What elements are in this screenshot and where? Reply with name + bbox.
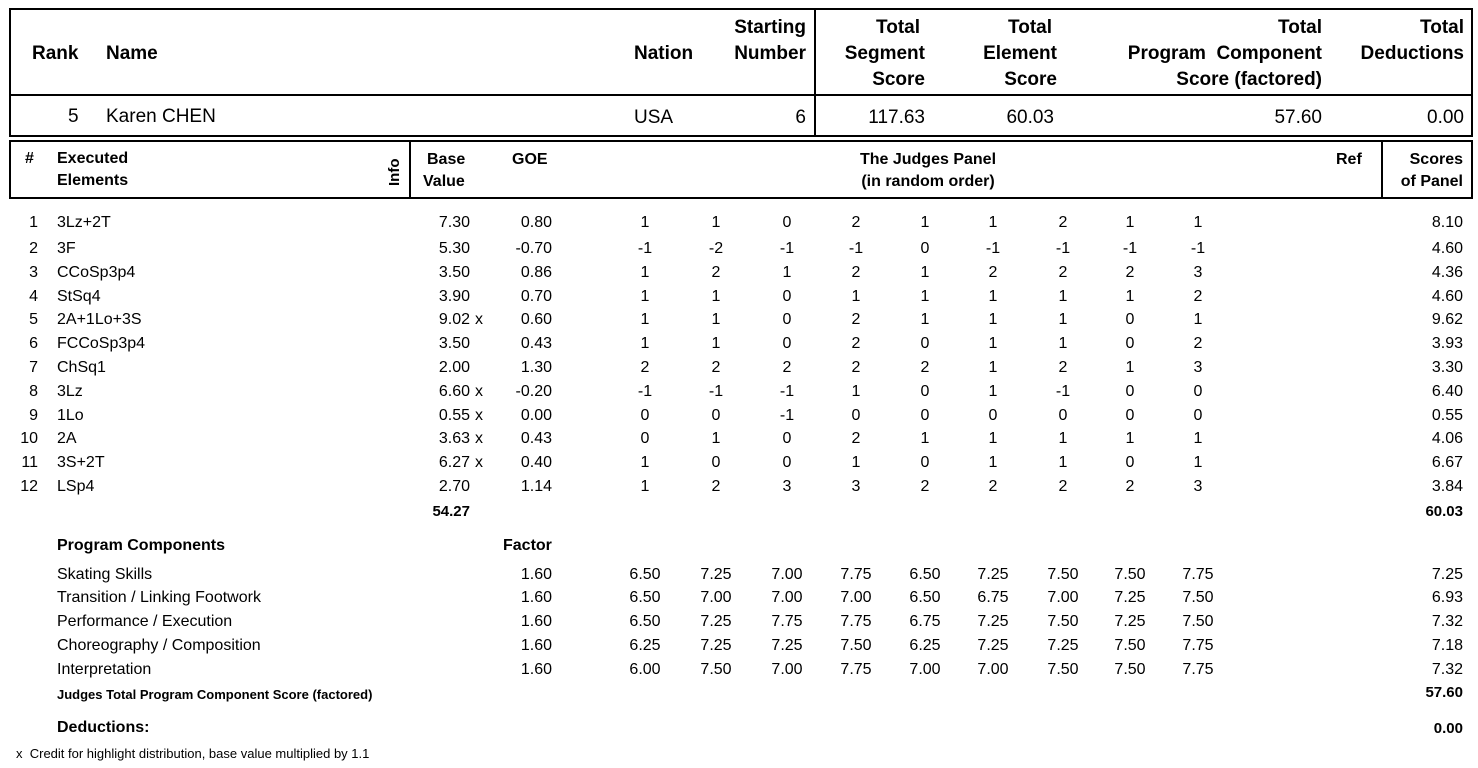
element-judge-score: 1 [1193, 214, 1203, 231]
element-judge-score: 3 [851, 478, 861, 495]
element-judge-score: 2 [1193, 335, 1203, 352]
component-factor: 1.60 [520, 613, 552, 630]
element-judge-score: -1 [779, 240, 795, 257]
component-judge-score: 7.00 [700, 589, 732, 606]
element-highlight-mark: x [475, 430, 483, 447]
header-divider [9, 94, 1473, 96]
element-base-value: 3.50 [438, 264, 470, 281]
element-judge-score: 0 [782, 214, 792, 231]
element-judge-score: 2 [1058, 478, 1068, 495]
element-goe: 1.30 [520, 359, 552, 376]
element-judge-score: 1 [988, 288, 998, 305]
element-judge-score: 0 [1125, 383, 1135, 400]
element-panel-score: 4.36 [1431, 264, 1463, 281]
tes-label-3: Score [1004, 69, 1057, 90]
element-judge-score: 2 [988, 264, 998, 281]
element-judge-score: 1 [640, 454, 650, 471]
element-base-value: 3.50 [438, 335, 470, 352]
element-panel-score: 3.93 [1431, 335, 1463, 352]
element-judge-score: 2 [711, 478, 721, 495]
footnote: x Credit for highlight distribution, base value multiplied by 1.1 [16, 746, 370, 761]
element-code: 3Lz+2T [57, 214, 111, 231]
component-judge-score: 7.00 [771, 589, 803, 606]
base-total: 54.27 [432, 503, 470, 520]
element-judge-score: 1 [1125, 359, 1135, 376]
component-name: Transition / Linking Footwork [57, 589, 261, 606]
element-judge-score: 1 [920, 311, 930, 328]
element-number: 4 [29, 288, 38, 305]
element-judge-score: 2 [1058, 359, 1068, 376]
element-code: StSq4 [57, 288, 101, 305]
component-judge-score: 6.25 [629, 637, 661, 654]
component-judge-score: 7.25 [1114, 613, 1146, 630]
element-judge-score: 0 [920, 454, 930, 471]
element-judge-score: 0 [851, 407, 861, 424]
components-title: Program Components [57, 537, 226, 554]
element-judge-score: 1 [640, 288, 650, 305]
deductions-value: 0.00 [1433, 720, 1463, 737]
element-base-value: 5.30 [438, 240, 470, 257]
element-highlight-mark: x [475, 311, 483, 328]
component-name: Performance / Execution [57, 613, 233, 630]
element-judge-score: 1 [711, 311, 721, 328]
element-judge-score: 0 [782, 335, 792, 352]
element-judge-score: -1 [1122, 240, 1138, 257]
component-judge-score: 7.50 [1047, 661, 1079, 678]
element-code: ChSq1 [57, 359, 106, 376]
base-label-1: Base [427, 151, 466, 168]
element-judge-score: 1 [711, 335, 721, 352]
tss-label-1: Total [876, 17, 920, 38]
element-panel-score: 3.30 [1431, 359, 1463, 376]
component-judge-score: 7.50 [1114, 661, 1146, 678]
element-goe: 0.43 [520, 430, 552, 447]
element-number: 3 [29, 264, 38, 281]
component-judge-score: 7.50 [1114, 637, 1146, 654]
component-judge-score: 7.50 [1114, 566, 1146, 583]
component-judge-score: 7.50 [1047, 566, 1079, 583]
element-judge-score: 0 [1125, 407, 1135, 424]
component-judge-score: 6.00 [629, 661, 661, 678]
elements-total: 60.03 [1425, 503, 1463, 520]
element-base-value: 2.00 [438, 359, 470, 376]
element-code: 3F [57, 240, 76, 257]
element-highlight-mark: x [475, 407, 483, 424]
element-judge-score: 2 [782, 359, 792, 376]
element-code: 3S+2T [57, 454, 105, 471]
component-judge-score: 7.25 [977, 566, 1009, 583]
element-base-value: 9.02 [438, 311, 470, 328]
element-judge-score: 0 [711, 407, 721, 424]
element-code: 1Lo [57, 407, 84, 424]
component-judge-score: 7.50 [1047, 613, 1079, 630]
component-judge-score: 6.50 [629, 613, 661, 630]
element-judge-score: 1 [920, 430, 930, 447]
tes-label-1: Total [1008, 17, 1052, 38]
component-judge-score: 7.25 [977, 637, 1009, 654]
element-judge-score: 0 [1125, 454, 1135, 471]
element-judge-score: 1 [1125, 430, 1135, 447]
element-panel-score: 8.10 [1431, 214, 1463, 231]
element-judge-score: 3 [782, 478, 792, 495]
element-judge-score: 2 [711, 264, 721, 281]
element-judge-score: 0 [920, 335, 930, 352]
element-judge-score: -1 [848, 240, 864, 257]
element-number: 5 [29, 311, 38, 328]
element-panel-score: 4.60 [1431, 288, 1463, 305]
factor-label: Factor [503, 537, 552, 554]
component-judge-score: 7.75 [840, 661, 872, 678]
element-highlight-mark: x [475, 454, 483, 471]
element-judge-score: 3 [1193, 359, 1203, 376]
component-judge-score: 7.50 [1182, 613, 1214, 630]
element-code: CCoSp3p4 [57, 264, 136, 281]
element-judge-score: 1 [640, 311, 650, 328]
element-judge-score: 2 [851, 359, 861, 376]
component-judge-score: 7.25 [1114, 589, 1146, 606]
element-panel-score: 4.06 [1431, 430, 1463, 447]
element-judge-score: 0 [988, 407, 998, 424]
num-label: # [25, 150, 34, 167]
element-judge-score: -1 [637, 240, 653, 257]
element-number: 10 [20, 430, 38, 447]
component-panel-score: 7.25 [1431, 566, 1463, 583]
nation-label: Nation [634, 43, 694, 64]
element-goe: 0.80 [520, 214, 552, 231]
component-judge-score: 7.75 [1182, 661, 1214, 678]
executed-label-2: Elements [57, 172, 129, 189]
element-judge-score: 1 [988, 430, 998, 447]
elements-header-divider-left [409, 140, 411, 199]
tes-label-2: Element [983, 43, 1057, 64]
deductions-label: Deductions: [57, 719, 150, 736]
component-factor: 1.60 [520, 637, 552, 654]
element-judge-score: 1 [640, 264, 650, 281]
element-number: 1 [29, 214, 38, 231]
element-judge-score: 1 [920, 214, 930, 231]
executed-label-1: Executed [57, 150, 129, 167]
element-judge-score: 1 [1058, 288, 1068, 305]
component-judge-score: 6.25 [909, 637, 941, 654]
element-judge-score: 2 [1125, 478, 1135, 495]
element-judge-score: 2 [851, 264, 861, 281]
element-judge-score: 2 [711, 359, 721, 376]
element-base-value: 6.60 [438, 383, 470, 400]
component-judge-score: 7.75 [771, 613, 803, 630]
element-judge-score: 1 [1125, 288, 1135, 305]
component-judge-score: 6.50 [629, 589, 661, 606]
element-judge-score: -1 [985, 240, 1001, 257]
skater-deductions: 0.00 [1427, 107, 1464, 128]
element-code: LSp4 [57, 478, 95, 495]
element-judge-score: 2 [640, 359, 650, 376]
element-base-value: 3.63 [438, 430, 470, 447]
element-judge-score: 1 [640, 335, 650, 352]
component-judge-score: 7.00 [909, 661, 941, 678]
skater-nation: USA [634, 107, 674, 128]
element-base-value: 6.27 [438, 454, 470, 471]
component-judge-score: 7.50 [1182, 589, 1214, 606]
skater-pcs: 57.60 [1274, 107, 1322, 128]
component-judge-score: 7.50 [840, 637, 872, 654]
ref-label: Ref [1336, 151, 1362, 168]
element-goe: 0.70 [520, 288, 552, 305]
element-judge-score: 1 [988, 359, 998, 376]
element-goe: 0.00 [520, 407, 552, 424]
starting-number-label-1: Starting [734, 17, 806, 38]
component-panel-score: 7.32 [1431, 661, 1463, 678]
scores-label-1: Scores [1409, 151, 1463, 168]
element-judge-score: 2 [851, 214, 861, 231]
element-base-value: 7.30 [438, 214, 470, 231]
component-name: Interpretation [57, 661, 152, 678]
element-goe: -0.20 [515, 383, 552, 400]
panel-label-2: (in random order) [861, 173, 995, 190]
pcs-label-3: Score (factored) [1176, 69, 1322, 90]
element-judge-score: 2 [920, 478, 930, 495]
ded-label-1: Total [1420, 17, 1464, 38]
component-name: Choreography / Composition [57, 637, 261, 654]
element-code: FCCoSp3p4 [57, 335, 146, 352]
element-number: 2 [29, 240, 38, 257]
element-judge-score: 2 [851, 311, 861, 328]
element-panel-score: 6.40 [1431, 383, 1463, 400]
element-base-value: 3.90 [438, 288, 470, 305]
element-judge-score: 1 [1058, 311, 1068, 328]
element-judge-score: 1 [1058, 335, 1068, 352]
element-judge-score: 1 [851, 454, 861, 471]
ded-label-2: Deductions [1360, 43, 1464, 64]
element-judge-score: 1 [851, 383, 861, 400]
element-judge-score: -1 [779, 383, 795, 400]
element-judge-score: 1 [851, 288, 861, 305]
component-name: Skating Skills [57, 566, 153, 583]
element-panel-score: 6.67 [1431, 454, 1463, 471]
pcs-total-value: 57.60 [1425, 684, 1463, 701]
element-panel-score: 4.60 [1431, 240, 1463, 257]
component-judge-score: 7.00 [977, 661, 1009, 678]
skater-name: Karen CHEN [106, 106, 216, 127]
skater-tss: 117.63 [868, 107, 925, 128]
element-judge-score: 0 [1058, 407, 1068, 424]
element-judge-score: 0 [640, 407, 650, 424]
component-judge-score: 7.25 [700, 566, 732, 583]
skater-rank: 5 [68, 106, 79, 127]
skater-tes: 60.03 [1006, 107, 1054, 128]
skater-starting-number: 6 [795, 107, 806, 128]
info-label: Info [386, 158, 403, 186]
element-goe: 0.60 [520, 311, 552, 328]
element-panel-score: 0.55 [1431, 407, 1463, 424]
component-judge-score: 7.00 [771, 661, 803, 678]
element-judge-score: 0 [920, 407, 930, 424]
component-judge-score: 7.25 [1047, 637, 1079, 654]
element-judge-score: 1 [1193, 454, 1203, 471]
component-factor: 1.60 [520, 661, 552, 678]
element-highlight-mark: x [475, 383, 483, 400]
element-judge-score: 2 [1193, 288, 1203, 305]
element-judge-score: 0 [1125, 335, 1135, 352]
panel-label-1: The Judges Panel [859, 151, 997, 168]
element-judge-score: 2 [988, 478, 998, 495]
component-judge-score: 7.75 [840, 566, 872, 583]
element-base-value: 0.55 [438, 407, 470, 424]
starting-number-label-2: Number [734, 43, 806, 64]
element-judge-score: 1 [988, 335, 998, 352]
component-judge-score: 6.50 [629, 566, 661, 583]
element-panel-score: 9.62 [1431, 311, 1463, 328]
element-judge-score: 1 [711, 288, 721, 305]
element-judge-score: 1 [920, 264, 930, 281]
element-judge-score: 0 [920, 383, 930, 400]
element-judge-score: -1 [779, 407, 795, 424]
goe-label: GOE [512, 151, 548, 168]
element-judge-score: 2 [851, 430, 861, 447]
rank-label: Rank [32, 43, 79, 64]
header-vertical-divider [814, 8, 816, 137]
pcs-label-2: Program Component [1127, 43, 1322, 64]
component-factor: 1.60 [520, 566, 552, 583]
component-judge-score: 7.00 [840, 589, 872, 606]
element-judge-score: 0 [711, 454, 721, 471]
element-judge-score: -1 [708, 383, 724, 400]
element-judge-score: 1 [988, 214, 998, 231]
element-number: 12 [20, 478, 38, 495]
element-judge-score: 3 [1193, 264, 1203, 281]
element-judge-score: 1 [711, 214, 721, 231]
element-code: 2A [57, 430, 77, 447]
element-judge-score: 2 [851, 335, 861, 352]
element-judge-score: 2 [1125, 264, 1135, 281]
element-panel-score: 3.84 [1431, 478, 1463, 495]
element-judge-score: 1 [1125, 214, 1135, 231]
element-judge-score: 1 [1058, 454, 1068, 471]
element-judge-score: 0 [1125, 311, 1135, 328]
component-factor: 1.60 [520, 589, 552, 606]
component-judge-score: 7.75 [1182, 637, 1214, 654]
element-judge-score: 2 [1058, 214, 1068, 231]
element-judge-score: 2 [1058, 264, 1068, 281]
component-judge-score: 7.00 [1047, 589, 1079, 606]
element-judge-score: 0 [782, 288, 792, 305]
component-judge-score: 7.25 [700, 637, 732, 654]
element-judge-score: 0 [1193, 407, 1203, 424]
element-judge-score: -1 [1055, 383, 1071, 400]
element-judge-score: 3 [1193, 478, 1203, 495]
element-number: 8 [29, 383, 38, 400]
component-judge-score: 7.25 [771, 637, 803, 654]
tss-label-2: Segment [844, 43, 925, 64]
element-goe: 0.86 [520, 264, 552, 281]
element-base-value: 2.70 [438, 478, 470, 495]
component-judge-score: 6.50 [909, 566, 941, 583]
element-judge-score: 1 [1058, 430, 1068, 447]
scores-label-2: of Panel [1400, 173, 1463, 190]
tss-label-3: Score [872, 69, 925, 90]
element-judge-score: 1 [1193, 430, 1203, 447]
element-judge-score: 1 [988, 383, 998, 400]
element-code: 3Lz [57, 383, 83, 400]
element-judge-score: -2 [708, 240, 724, 257]
element-judge-score: 1 [711, 430, 721, 447]
component-judge-score: 7.50 [700, 661, 732, 678]
element-judge-score: -1 [1190, 240, 1206, 257]
element-goe: 1.14 [520, 478, 552, 495]
element-judge-score: 1 [988, 454, 998, 471]
element-judge-score: 1 [988, 311, 998, 328]
component-panel-score: 6.93 [1431, 589, 1463, 606]
element-judge-score: 0 [1193, 383, 1203, 400]
name-label: Name [106, 43, 158, 64]
elements-header-box [9, 140, 1473, 199]
element-judge-score: 1 [920, 288, 930, 305]
element-judge-score: 0 [782, 454, 792, 471]
element-judge-score: 0 [782, 311, 792, 328]
element-judge-score: -1 [637, 383, 653, 400]
pcs-label-1: Total [1278, 17, 1322, 38]
component-judge-score: 7.75 [1182, 566, 1214, 583]
component-judge-score: 7.75 [840, 613, 872, 630]
component-judge-score: 6.75 [977, 589, 1009, 606]
component-judge-score: 7.25 [700, 613, 732, 630]
element-goe: -0.70 [515, 240, 552, 257]
pcs-total-label: Judges Total Program Component Score (factored) [57, 687, 373, 702]
component-judge-score: 7.00 [771, 566, 803, 583]
element-number: 9 [29, 407, 38, 424]
component-panel-score: 7.32 [1431, 613, 1463, 630]
element-number: 6 [29, 335, 38, 352]
component-judge-score: 6.50 [909, 589, 941, 606]
element-judge-score: 0 [640, 430, 650, 447]
element-code: 2A+1Lo+3S [57, 311, 142, 328]
element-judge-score: 1 [782, 264, 792, 281]
element-judge-score: -1 [1055, 240, 1071, 257]
element-goe: 0.43 [520, 335, 552, 352]
component-judge-score: 6.75 [909, 613, 941, 630]
element-goe: 0.40 [520, 454, 552, 471]
element-judge-score: 1 [640, 478, 650, 495]
element-judge-score: 2 [920, 359, 930, 376]
elements-header-divider-right [1381, 140, 1383, 199]
element-number: 11 [21, 454, 38, 471]
base-label-2: Value [423, 173, 465, 190]
element-judge-score: 0 [920, 240, 930, 257]
element-number: 7 [29, 359, 38, 376]
element-judge-score: 1 [1193, 311, 1203, 328]
element-judge-score: 1 [640, 214, 650, 231]
component-panel-score: 7.18 [1431, 637, 1463, 654]
component-judge-score: 7.25 [977, 613, 1009, 630]
element-judge-score: 0 [782, 430, 792, 447]
